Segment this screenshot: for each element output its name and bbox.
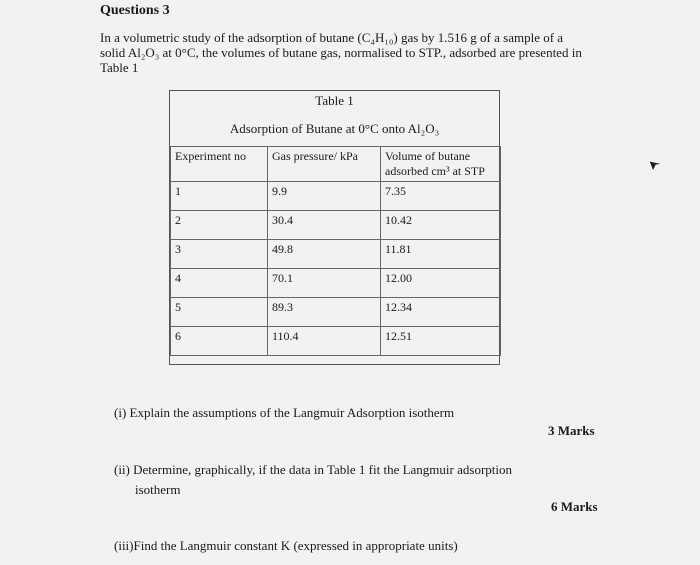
intro-line-3: Table 1	[100, 60, 139, 75]
table-label: Table 1	[315, 93, 354, 108]
cell-volume: 12.51	[381, 327, 501, 356]
part-ii-marks: 6 Marks	[551, 499, 598, 514]
table-row	[171, 298, 501, 327]
part-iii-text: (iii)Find the Langmuir constant K (expressed in appropriate units)	[114, 538, 458, 553]
table-caption: Adsorption of Butane at 0°C onto Al₂O₃	[229, 121, 440, 136]
table-header-row	[171, 147, 501, 182]
table-row	[171, 182, 501, 211]
header-volume: Volume of butane adsorbed cm³ at STP	[381, 147, 501, 182]
table-row	[171, 327, 501, 356]
cell-experiment: 4	[171, 269, 268, 298]
cell-volume: 12.00	[381, 269, 501, 298]
cell-experiment: 3	[171, 240, 268, 269]
header-experiment: Experiment no	[171, 147, 268, 182]
question-intro	[100, 30, 600, 75]
cell-volume: 10.42	[381, 211, 501, 240]
intro-line-1: In a volumetric study of the adsorption of butane (C₄H₁₀) gas by 1.516 g of a sample of a	[100, 30, 564, 45]
cell-experiment: 1	[171, 182, 268, 211]
header-pressure: Gas pressure/ kPa	[268, 147, 381, 182]
table-row	[171, 211, 501, 240]
question-title: Questions 3	[100, 3, 170, 18]
table-row	[171, 240, 501, 269]
intro-line-2: solid Al₂O₃ at 0°C, the volumes of butane gas, normalised to STP., adsorbed are presented in	[100, 45, 582, 60]
cell-volume: 12.34	[381, 298, 501, 327]
table-container	[169, 90, 500, 365]
cell-experiment: 5	[171, 298, 268, 327]
part-ii-text-line1: (ii) Determine, graphically, if the data in Table 1 fit the Langmuir adsorption	[114, 462, 512, 477]
table-row	[171, 269, 501, 298]
cell-pressure: 89.3	[268, 298, 381, 327]
cell-pressure: 9.9	[268, 182, 381, 211]
part-i-text: (i) Explain the assumptions of the Langmuir Adsorption isotherm	[114, 405, 455, 420]
part-ii-text-line2: isotherm	[135, 482, 181, 497]
cell-experiment: 6	[171, 327, 268, 356]
cell-pressure: 30.4	[268, 211, 381, 240]
cell-experiment: 2	[171, 211, 268, 240]
mouse-cursor-icon	[648, 156, 664, 172]
cell-pressure: 110.4	[268, 327, 381, 356]
part-i-marks: 3 Marks	[548, 423, 595, 438]
cell-pressure: 49.8	[268, 240, 381, 269]
cell-pressure: 70.1	[268, 269, 381, 298]
adsorption-table	[170, 146, 501, 356]
cell-volume: 7.35	[381, 182, 501, 211]
cell-volume: 11.81	[381, 240, 501, 269]
